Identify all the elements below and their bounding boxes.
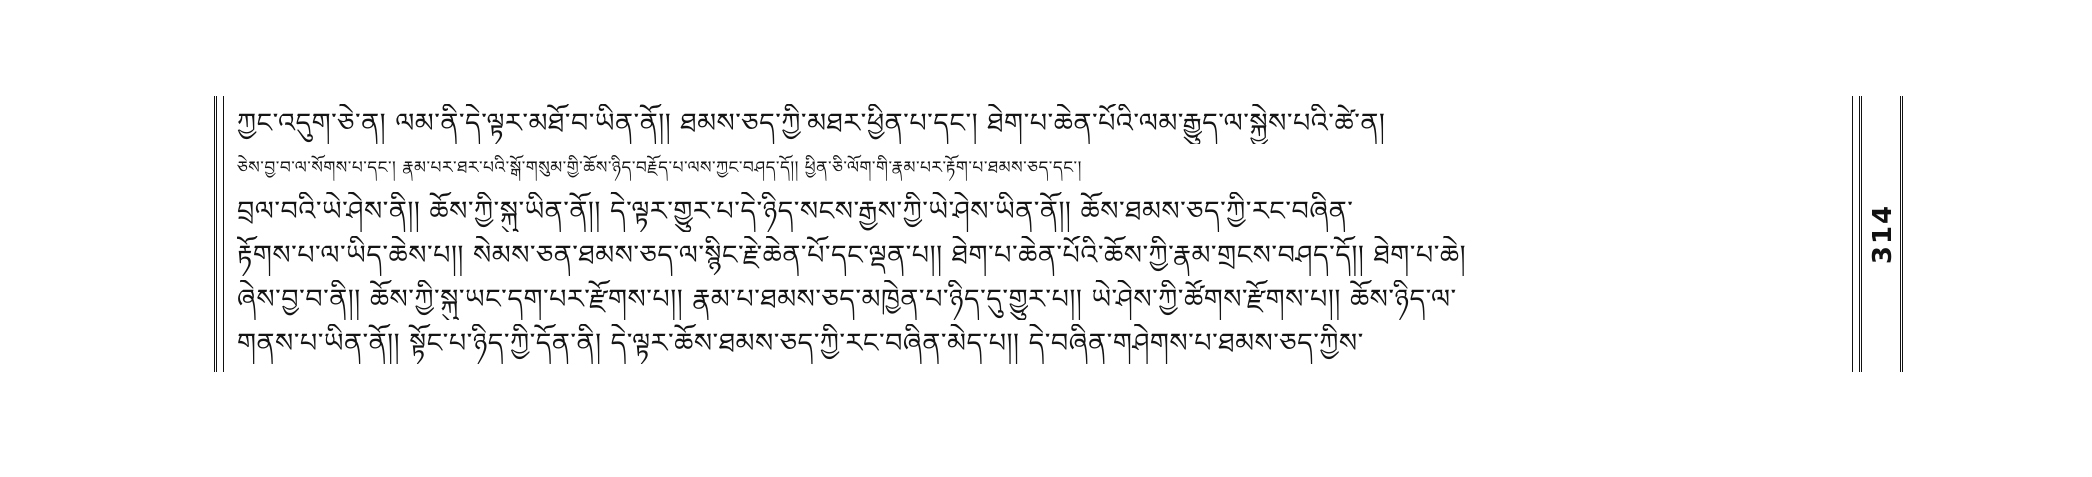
folio-frame xyxy=(214,96,1862,372)
margin-panel xyxy=(1866,96,1903,372)
text-block xyxy=(237,104,1837,364)
page-number: 314 xyxy=(1868,203,1898,265)
text-line-1: ཀྱང་འདུག་ཅེ་ན། ལམ་ནི་དེ་ལྟར་མཐོ་བ་ཡིན་ནོ།། ཐམས་ཅད་ཀྱི་མཐར་ཕྱིན་པ་དང་། ཐེག་པ་ཆེན་པོའི་ལམ་རྒྱུད་ལ་སྐྱེས་པའི་ཚེ་ན། xyxy=(237,108,1386,139)
text-line-2: ཅེས་བྱ་བ་ལ་སོགས་པ་དང་། རྣམ་པར་ཐར་པའི་སྒོ་གསུམ་གྱི་ཆོས་ཉིད་བརྗོད་པ་ལས་ཀྱང་བཤད་དོ།། ཕྱིན་ཅི་ལོག་གི་རྣམ་པར་རྟོག་པ་ཐམས་ཅད་དང་། xyxy=(237,158,1082,178)
text-line-5: ཞེས་བྱ་བ་ནི།། ཆོས་ཀྱི་སྐུ་ཡང་དག་པར་རྫོགས་པ།། རྣམ་པ་ཐམས་ཅད་མཁྱེན་པ་ཉིད་དུ་གྱུར་པ།། ཡེ་ཤེས་ཀྱི་ཚོགས་རྫོགས་པ།། ཆོས་ཉིད་ལ་ xyxy=(237,284,1457,315)
text-line-4: རྟོགས་པ་ལ་ཡིད་ཆེས་པ།། སེམས་ཅན་ཐམས་ཅད་ལ་སྙིང་རྗེ་ཆེན་པོ་དང་ལྡན་པ།། ཐེག་པ་ཆེན་པོའི་ཆོས་ཀྱི་རྣམ་གྲངས་བཤད་དོ།། ཐེག་པ་ཆེ། xyxy=(237,240,1467,271)
text-line-6: གནས་པ་ཡིན་ནོ།། སྟོང་པ་ཉིད་ཀྱི་དོན་ནི། དེ་ལྟར་ཆོས་ཐམས་ཅད་ཀྱི་རང་བཞིན་མེད་པ།། དེ་བཞིན་གཤེགས་པ་ཐམས་ཅད་ཀྱིས་ xyxy=(237,328,1364,359)
text-line-3: བྲལ་བའི་ཡེ་ཤེས་ནི།། ཆོས་ཀྱི་སྐུ་ཡིན་ནོ།། དེ་ལྟར་གྱུར་པ་དེ་ཉིད་སངས་རྒྱས་ཀྱི་ཡེ་ཤེས་ཡིན་ནོ།། ཆོས་ཐམས་ཅད་ཀྱི་རང་བཞིན་ xyxy=(237,196,1354,227)
